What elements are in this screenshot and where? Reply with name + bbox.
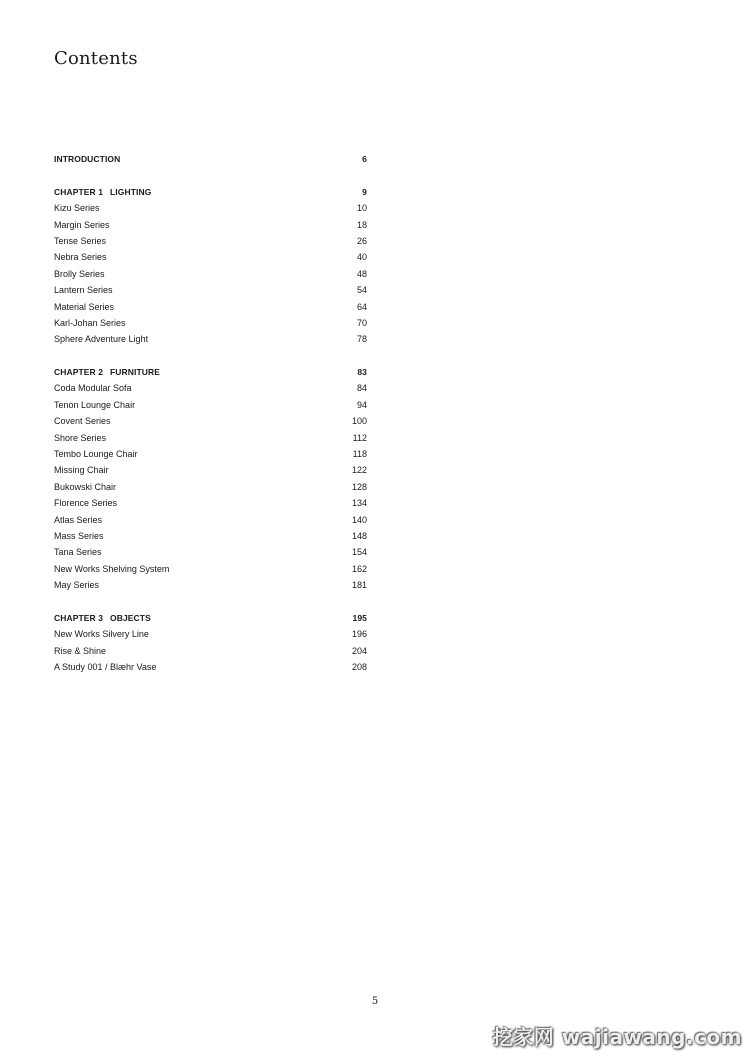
chapter-number: CHAPTER 3: [54, 612, 104, 623]
toc-item-page: 64: [356, 301, 367, 312]
toc-item-label: New Works Silvery Line: [54, 629, 149, 640]
toc-item-page: 10: [356, 203, 367, 214]
toc-item-page: 54: [356, 285, 367, 296]
toc-item-label: Tana Series: [54, 547, 102, 558]
toc-introduction[interactable]: [54, 151, 367, 167]
toc-item[interactable]: [54, 200, 367, 216]
toc-item-label: Tense Series: [54, 235, 107, 246]
toc-item-label: Brolly Series: [54, 268, 105, 279]
toc-item-page: 181: [351, 580, 367, 591]
toc-introduction-page: 6: [362, 154, 367, 164]
toc-item-label: Tembo Lounge Chair: [54, 449, 138, 460]
toc-chapter-heading[interactable]: [54, 610, 367, 626]
section-gap: [54, 594, 367, 610]
toc-item-label: Coda Modular Sofa: [54, 383, 132, 394]
toc-item[interactable]: [54, 299, 367, 315]
toc-item-page: 118: [352, 449, 367, 460]
toc-item-label: Shore Series: [54, 432, 107, 443]
toc-item-page: 128: [351, 481, 367, 492]
toc-item[interactable]: [54, 462, 367, 478]
chapter-number: CHAPTER 2: [54, 367, 104, 378]
toc-item[interactable]: [54, 626, 367, 642]
toc-item[interactable]: [54, 446, 367, 462]
toc-item-label: Margin Series: [54, 219, 110, 230]
toc-item-page: 48: [356, 268, 367, 279]
toc-item-page: 148: [351, 530, 367, 541]
toc-item-page: 18: [356, 219, 367, 230]
toc-item[interactable]: [54, 249, 367, 265]
chapter-number: CHAPTER 1: [54, 186, 104, 197]
toc-item[interactable]: [54, 512, 367, 528]
toc-item-label: Material Series: [54, 301, 115, 312]
toc-item-page: 162: [351, 563, 367, 574]
toc-item[interactable]: [54, 331, 367, 347]
toc-item[interactable]: [54, 315, 367, 331]
toc-item-page: 40: [356, 252, 367, 263]
toc-item-page: 78: [356, 334, 367, 345]
chapter-title: OBJECTS: [110, 612, 151, 623]
chapter-title: FURNITURE: [110, 367, 161, 378]
toc-item-page: 70: [356, 317, 367, 328]
toc-item-label: Covent Series: [54, 416, 111, 427]
toc-item-page: 94: [356, 399, 367, 410]
page-title: Contents: [54, 48, 138, 69]
toc-chapter-title: [54, 610, 151, 626]
toc-item-label: Nebra Series: [54, 252, 107, 263]
toc-item[interactable]: [54, 479, 367, 495]
toc-item[interactable]: [54, 544, 367, 560]
toc-item-page: 26: [356, 235, 367, 246]
toc-chapter-page: 83: [357, 367, 367, 378]
toc-item-label: May Series: [54, 580, 100, 591]
section-gap: [54, 348, 367, 364]
watermark: 挖家网 wajiawang.com: [492, 1025, 742, 1049]
toc-item-page: 112: [352, 432, 367, 443]
toc-item-page: 204: [351, 645, 367, 656]
toc-item[interactable]: [54, 413, 367, 429]
toc-item[interactable]: [54, 397, 367, 413]
toc-item-page: 140: [351, 514, 367, 525]
toc-chapter-page: 195: [352, 612, 367, 623]
toc-item-label: New Works Shelving System: [54, 563, 170, 574]
page-number: 5: [371, 996, 379, 1007]
toc-item-label: Lantern Series: [54, 285, 113, 296]
toc-chapter-heading[interactable]: [54, 184, 367, 200]
toc-item-label: Atlas Series: [54, 514, 103, 525]
toc-chapter-page: 9: [362, 186, 367, 197]
toc-chapter-title: [54, 184, 151, 200]
toc-item[interactable]: [54, 495, 367, 511]
toc-item-page: 196: [351, 629, 367, 640]
toc-item[interactable]: [54, 528, 367, 544]
toc-introduction-label: INTRODUCTION: [54, 154, 121, 164]
toc-item[interactable]: [54, 266, 367, 282]
table-of-contents: [54, 151, 367, 676]
toc-item[interactable]: [54, 282, 367, 298]
toc-item-label: Florence Series: [54, 498, 118, 509]
toc-item[interactable]: [54, 380, 367, 396]
toc-item-label: A Study 001 / Blæhr Vase: [54, 662, 157, 673]
toc-item-page: 208: [351, 662, 367, 673]
toc-item-page: 122: [351, 465, 367, 476]
toc-item-page: 84: [356, 383, 367, 394]
toc-item-page: 154: [351, 547, 367, 558]
toc-item[interactable]: [54, 659, 367, 675]
toc-item[interactable]: [54, 577, 367, 593]
toc-item-label: Mass Series: [54, 530, 104, 541]
toc-item-page: 100: [351, 416, 367, 427]
toc-item[interactable]: [54, 430, 367, 446]
toc-item-label: Sphere Adventure Light: [54, 334, 149, 345]
toc-item-page: 134: [351, 498, 367, 509]
toc-item-label: Rise & Shine: [54, 645, 107, 656]
toc-item[interactable]: [54, 233, 367, 249]
toc-item[interactable]: [54, 217, 367, 233]
toc-item-label: Missing Chair: [54, 465, 109, 476]
section-gap: [54, 167, 367, 183]
toc-item[interactable]: [54, 561, 367, 577]
toc-chapter-heading[interactable]: [54, 364, 367, 380]
toc-item-label: Tenon Lounge Chair: [54, 399, 136, 410]
toc-item-label: Karl-Johan Series: [54, 317, 126, 328]
toc-item[interactable]: [54, 643, 367, 659]
toc-item-label: Bukowski Chair: [54, 481, 117, 492]
toc-chapter-title: [54, 364, 160, 380]
chapter-title: LIGHTING: [110, 186, 152, 197]
toc-item-label: Kizu Series: [54, 203, 100, 214]
